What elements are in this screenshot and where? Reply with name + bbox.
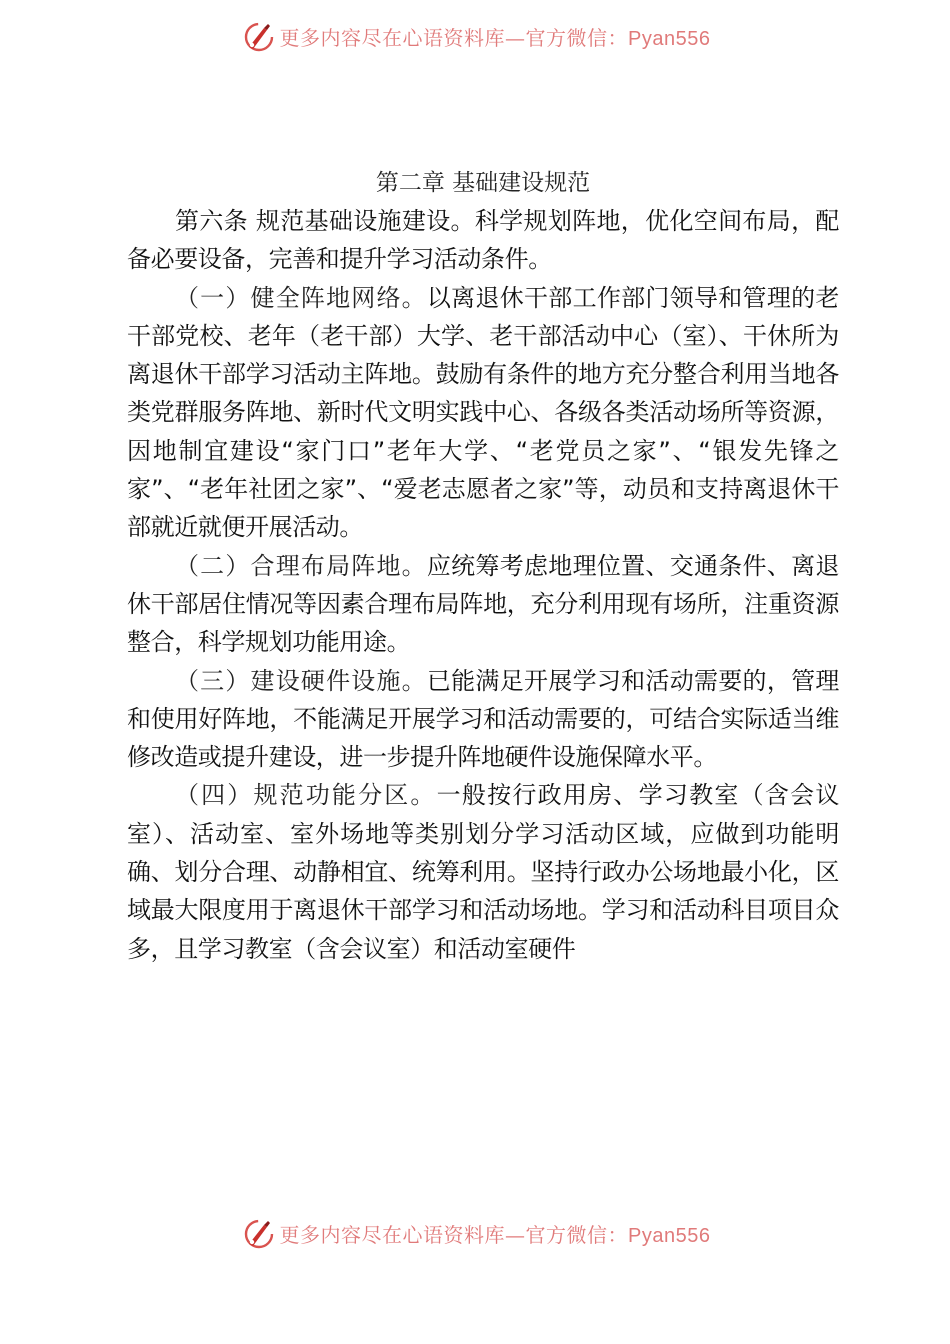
section-paragraph-1 <box>127 279 839 547</box>
section-heading: （四）规范功能分区。 <box>175 781 437 810</box>
article-paragraph <box>127 202 839 279</box>
document-body <box>127 164 839 968</box>
watermark-text <box>280 1219 711 1248</box>
watermark-text <box>280 22 711 51</box>
chapter-title: 第二章 基础建设规范 <box>375 170 591 196</box>
section-heading: （一）健全阵地网络。 <box>175 283 427 312</box>
paragraph-body: 以离退休干部工作部门领导和管理的老干部党校、老年（老干部）大学、老干部活动中心（室）、干休所为离退休干部学习活动主阵地。鼓励有条件的地方充分整合利用当地各类党群服务阵地、新时代文明实践中心、各级各类活动场所等资源，因地制宜建设“家门口”老年大学、“老党员之家”、“银发先锋之家”、“老年社团之家”、“爱老志愿者之家”等，动员和支持离退休干部就近就便开展活动。 <box>127 283 840 542</box>
pen-swirl-logo-icon <box>240 1215 276 1251</box>
watermark-row <box>240 1215 711 1251</box>
watermark-slogan: 更多内容尽在心语资料库—官方微信： <box>279 1222 629 1247</box>
paragraph-body: 应统筹考虑地理位置、交通条件、离退休干部居住情况等因素合理布局阵地，充分利用现有场所，注重资源整合，科学规划功能用途。 <box>127 551 840 657</box>
watermark-slogan: 更多内容尽在心语资料库—官方微信： <box>279 25 629 50</box>
section-heading: （三）建设硬件设施。 <box>175 666 427 695</box>
watermark-wechat-id: Pyan556 <box>628 27 711 50</box>
section-paragraph-3 <box>127 662 839 777</box>
paragraph-body: 已能满足开展学习和活动需要的，管理和使用好阵地，不能满足开展学习和活动需要的，可结合实际适当维修改造或提升建设，进一步提升阵地硬件设施保障水平。 <box>127 666 840 772</box>
watermark-header <box>0 16 950 56</box>
paragraph-body: 第六条 规范基础设施建设。科学规划阵地，优化空间布局，配备必要设备，完善和提升学习活动条件。 <box>127 207 839 274</box>
pen-swirl-logo-icon <box>240 18 276 54</box>
section-heading: （二）合理布局阵地。 <box>175 551 427 580</box>
section-paragraph-4 <box>127 776 839 967</box>
watermark-row <box>240 18 711 54</box>
section-paragraph-2 <box>127 547 839 662</box>
paragraph-body: 一般按行政用房、学习教室（含会议室）、活动室、室外场地等类别划分学习活动区域，应做到功能明确、划分合理、动静相宜、统筹利用。坚持行政办公场地最小化，区域最大限度用于离退休干部学习和活动场地。学习和活动科目项目众多，且学习教室（含会议室）和活动室硬件 <box>127 781 839 963</box>
watermark-wechat-id: Pyan556 <box>628 1224 711 1247</box>
watermark-footer <box>0 1213 950 1253</box>
